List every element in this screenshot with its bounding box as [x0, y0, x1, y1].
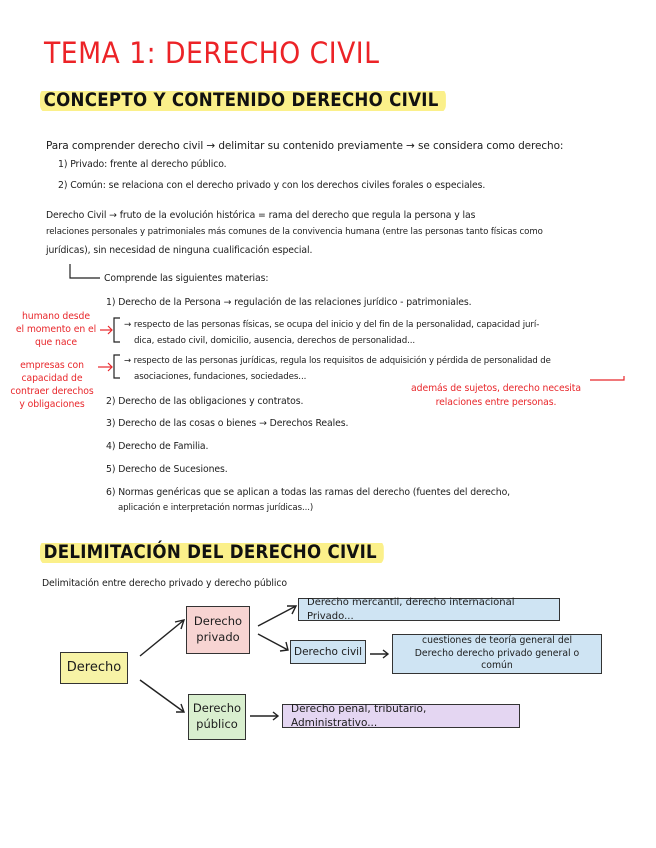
note-left-1-line: que nace [34, 337, 78, 348]
box-derecho: Derecho [60, 652, 128, 684]
intro-line: Para comprender derecho civil → delimitar su contenido previamente → se considera como derecho: [46, 140, 564, 152]
item-2: 2) Derecho de las obligaciones y contratos. [106, 396, 304, 407]
definition-line-2: relaciones personales y patrimoniales más comunes de la convivencia humana (entre las personas tanto físicas como [46, 227, 543, 237]
item-1-sub-a-line-2: dica, estado civil, domicilio, ausencia, derechos de personalidad... [134, 336, 416, 346]
note-left-2-line: empresas con [20, 360, 84, 371]
definition-line-3: jurídicas), sin necesidad de ninguna cualificación especial. [46, 245, 313, 256]
note-right-line: relaciones entre personas. [435, 397, 557, 408]
arrow-privado-civil [258, 634, 288, 650]
note-left-2-line: capacidad de [21, 373, 83, 384]
box-derecho-penal: Derecho penal, tributario, Administrativo... [282, 704, 520, 728]
comprende-hook-arrow [70, 264, 100, 278]
arrow-derecho-publico [140, 680, 184, 712]
note-left-1-line: el momento en el [15, 324, 97, 335]
note-left-1-line: humano desde [22, 311, 90, 322]
red-right-line [590, 376, 624, 380]
arrow-privado-mercantil [258, 606, 296, 626]
heading-highlight: DELIMITACIÓN DEL DERECHO CIVIL [40, 540, 384, 565]
item-1-title: 1) Derecho de la Persona → regulación de las relaciones jurídico - patrimoniales. [106, 297, 472, 308]
box-derecho-civil: Derecho civil [290, 640, 366, 664]
arrow-derecho-privado [140, 620, 184, 656]
item-4: 4) Derecho de Familia. [106, 441, 209, 452]
item-6: 6) Normas genéricas que se aplican a todas las ramas del derecho (fuentes del derecho, [106, 487, 511, 498]
item-6-continued: aplicación e interpretación normas jurídicas...) [118, 503, 314, 513]
note-right-line: además de sujetos, derecho necesita [411, 383, 581, 394]
box-derecho-publico: Derecho público [188, 694, 246, 740]
item-1-sub-b-line-1: → respecto de las personas jurídicas, regula los requisitos de adquisición y pérdida de personalidad de [124, 356, 551, 366]
box-derecho-privado: Derecho privado [186, 606, 250, 654]
comprende-line: Comprende las siguientes materias: [104, 273, 269, 284]
bracket-sub-b [114, 355, 120, 378]
note-left-2-line: contraer derechos [10, 386, 94, 397]
item-1-sub-b-line-2: asociaciones, fundaciones, sociedades... [134, 372, 307, 382]
bracket-sub-a [114, 318, 120, 342]
note-left-2-line: y obligaciones [19, 399, 85, 410]
intro-item-1: 1) Privado: frente al derecho público. [58, 159, 227, 170]
page-title: TEMA 1: DERECHO CIVIL [44, 36, 380, 70]
item-1-sub-a-line-1: → respecto de las personas físicas, se ocupa del inicio y del fin de la personalidad, capacidad jurí- [124, 320, 540, 330]
item-5: 5) Derecho de Sucesiones. [106, 464, 228, 475]
heading-highlight: CONCEPTO Y CONTENIDO DERECHO CIVIL [40, 88, 446, 113]
section-heading-delimitacion [40, 542, 384, 563]
item-3: 3) Derecho de las cosas o bienes → Derechos Reales. [106, 418, 349, 429]
intro-item-2: 2) Común: se relaciona con el derecho privado y con los derechos civiles forales o especiales. [58, 180, 486, 191]
definition-line-1: Derecho Civil → fruto de la evolución histórica = rama del derecho que regula la persona y las [46, 210, 476, 221]
box-derecho-mercantil: Derecho mercantil, derecho internacional Privado... [298, 598, 560, 621]
delimitacion-subtitle: Delimitación entre derecho privado y derecho público [42, 578, 287, 589]
box-civil-descripcion: cuestiones de teoría general del Derecho derecho privado general o común [392, 634, 602, 674]
